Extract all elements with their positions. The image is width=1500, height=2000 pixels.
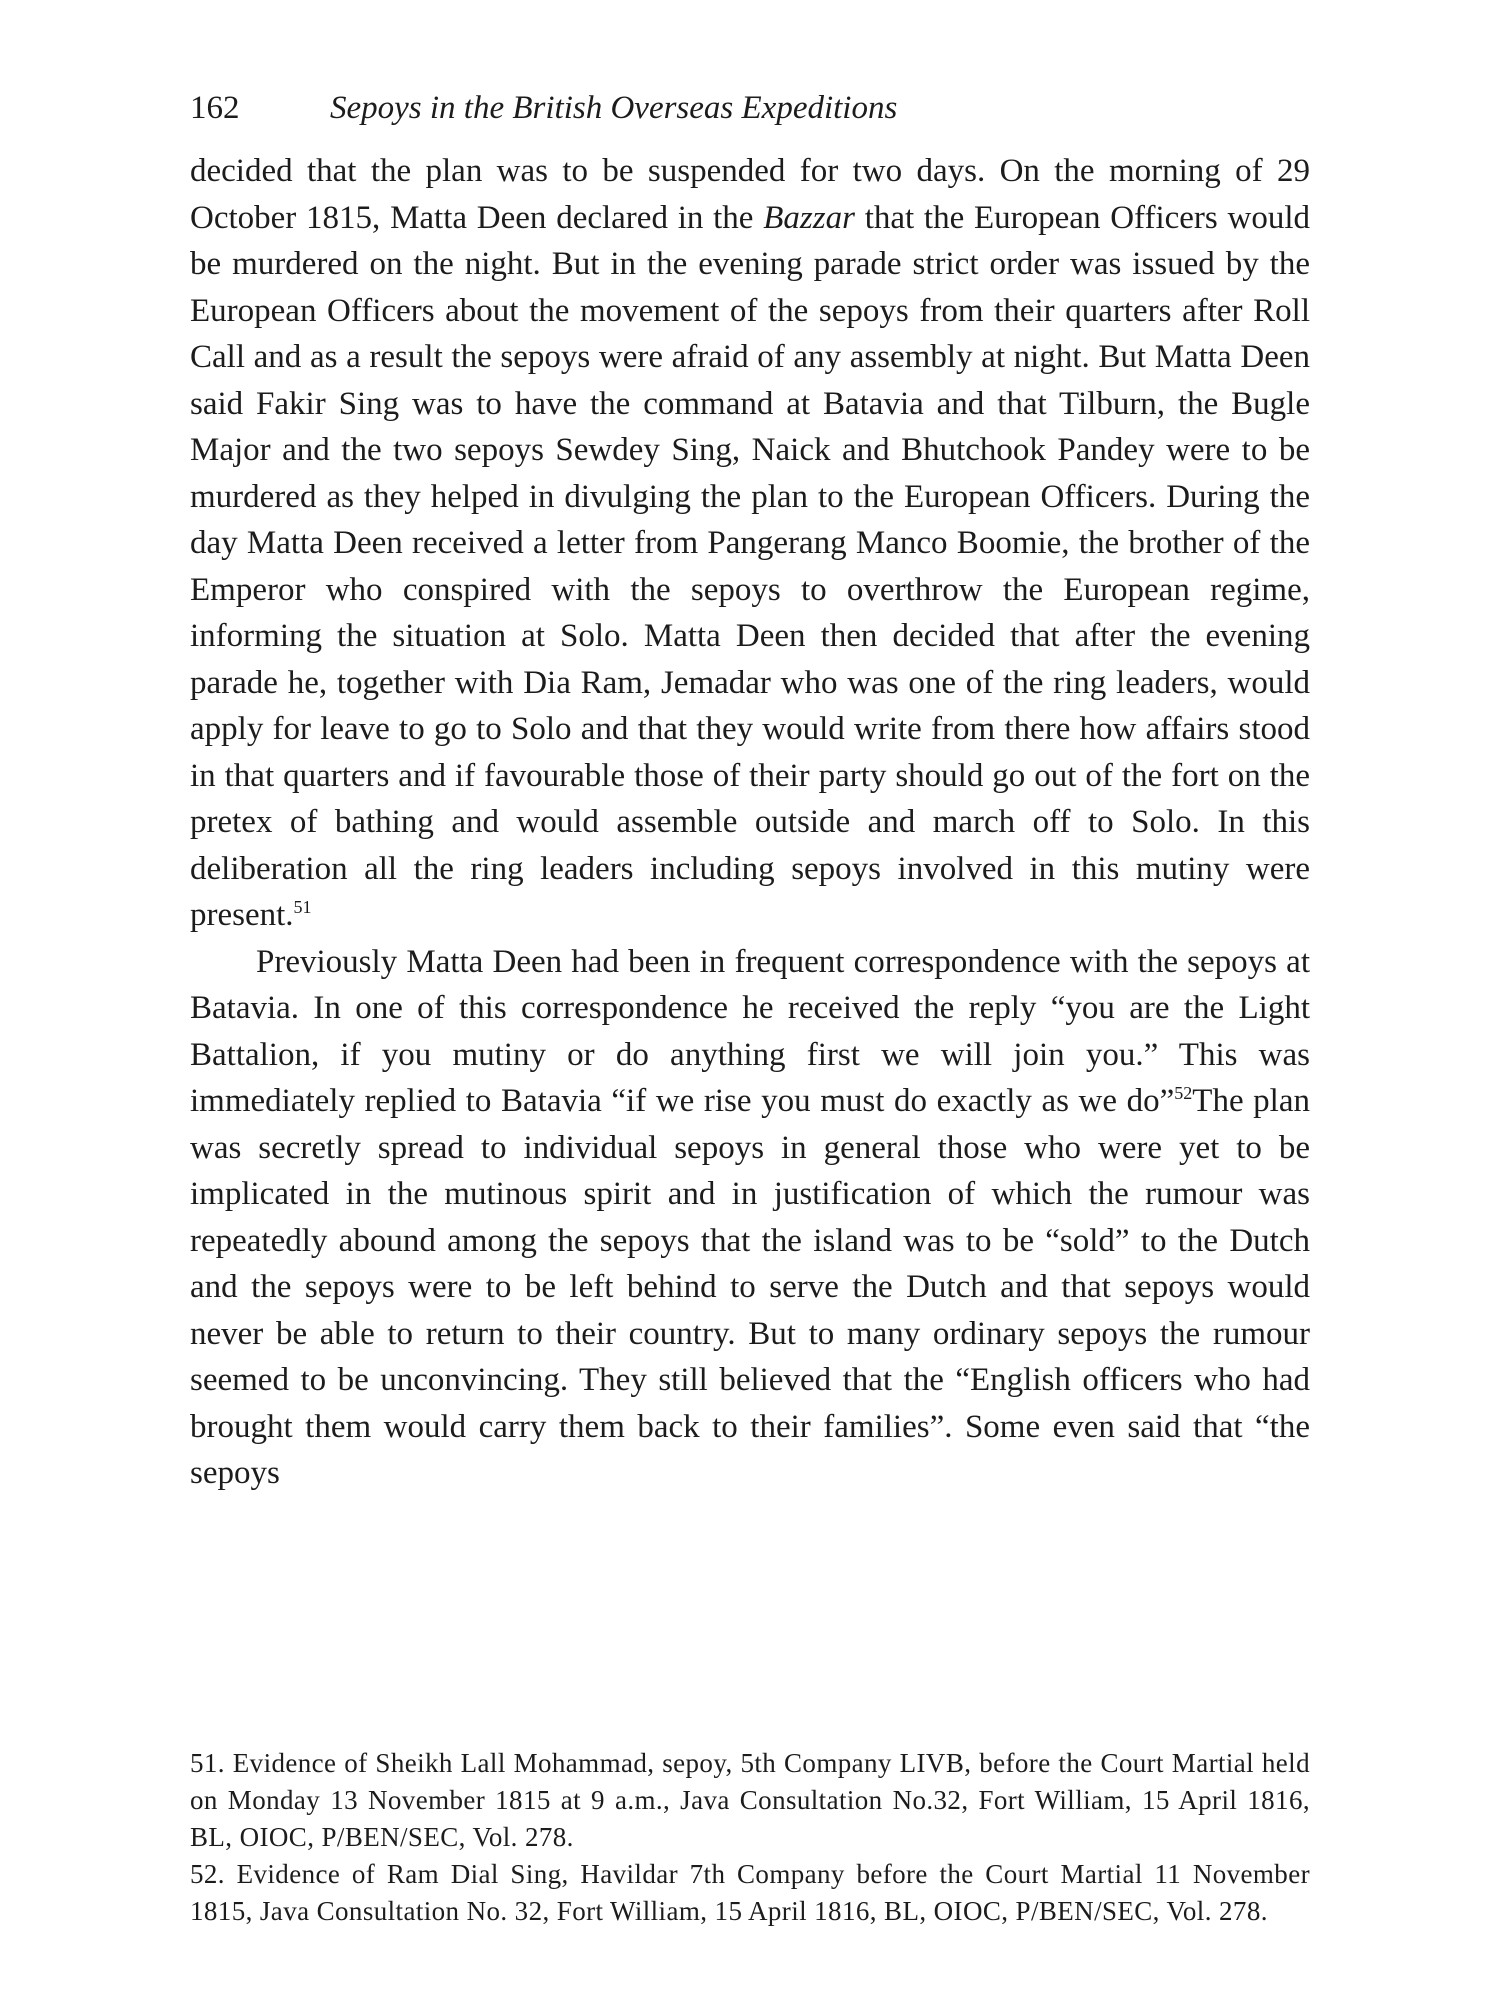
body-text	[190, 148, 1310, 1497]
paragraph-2	[190, 939, 1310, 1497]
paragraph-1	[190, 148, 1310, 939]
paragraph-2-text-a: Previously Matta Deen had been in frequent correspondence with the sepoys at Batavia. In one of this correspondence he received the reply “you are the Light Battalion, if you mutiny or do anything first we will join you.” This was immediately replied to Batavia “if we rise you must do exactly as we do”	[190, 943, 1310, 1119]
italic-term-bazzar: Bazzar	[763, 199, 855, 236]
footnote-ref-52: 52	[1174, 1083, 1193, 1103]
footnote-51: 51. Evidence of Sheikh Lall Mohammad, sepoy, 5th Company LIVB, before the Court Martial held on Monday 13 November 1815 at 9 a.m., Java Consultation No.32, Fort William, 15 April 1816, BL, OIOC, P/BEN/SEC, Vol. 278.	[190, 1748, 1310, 1852]
running-head	[190, 86, 1330, 130]
paragraph-1-text-b: that the European Officers would be murdered on the night. But in the evening parade strict order was issued by the European Officers about the movement of the sepoys from their quarters after Roll Call and as a result the sepoys were afraid of any assembly at night. But Matta Deen said Fakir Sing was to have the command at Batavia and that Tilburn, the Bugle Major and the two sepoys Sewdey Sing, Naick and Bhutchook Pandey were to be murdered as they helped in divulging the plan to the European Officers. During the day Matta Deen received a letter from Pangerang Manco Boomie, the brother of the Emperor who conspired with the sepoys to overthrow the European regime, informing the situation at Solo. Matta Deen then decided that after the evening parade he, together with Dia Ram, Jemadar who was one of the ring leaders, would apply for leave to go to Solo and that they would write from there how affairs stood in that quarters and if favourable those of their party should go out of the fort on the pretex of bathing and would assemble outside and march off to Solo. In this deliberation all the ring leaders including sepoys involved in this mutiny were present.	[190, 199, 1310, 933]
running-title: Sepoys in the British Overseas Expeditions	[330, 90, 898, 126]
footnote-ref-51: 51	[293, 897, 312, 917]
page-number: 162	[190, 90, 240, 126]
footnotes	[190, 1745, 1310, 1930]
footnote-52: 52. Evidence of Ram Dial Sing, Havildar 7th Company before the Court Martial 11 November 1815, Java Consultation No. 32, Fort William, 15 April 1816, BL, OIOC, P/BEN/SEC, Vol. 278.	[190, 1859, 1310, 1926]
paragraph-1-text-a: decided that the plan was to be suspended for two days. On the morning of 29 October 1815, Matta Deen declared in the	[190, 153, 1310, 236]
paragraph-2-text-b: The plan was secretly spread to individual sepoys in general those who were yet to be implicated in the mutinous spirit and in justification of which the rumour was repeatedly abound among the sepoys that the island was to be “sold” to the Dutch and the sepoys were to be left behind to serve the Dutch and that sepoys would never be able to return to their country. But to many ordinary sepoys the rumour seemed to be unconvincing. They still believed that the “English officers who had brought them would carry them back to their families”. Some even said that “the sepoys	[190, 1083, 1310, 1491]
